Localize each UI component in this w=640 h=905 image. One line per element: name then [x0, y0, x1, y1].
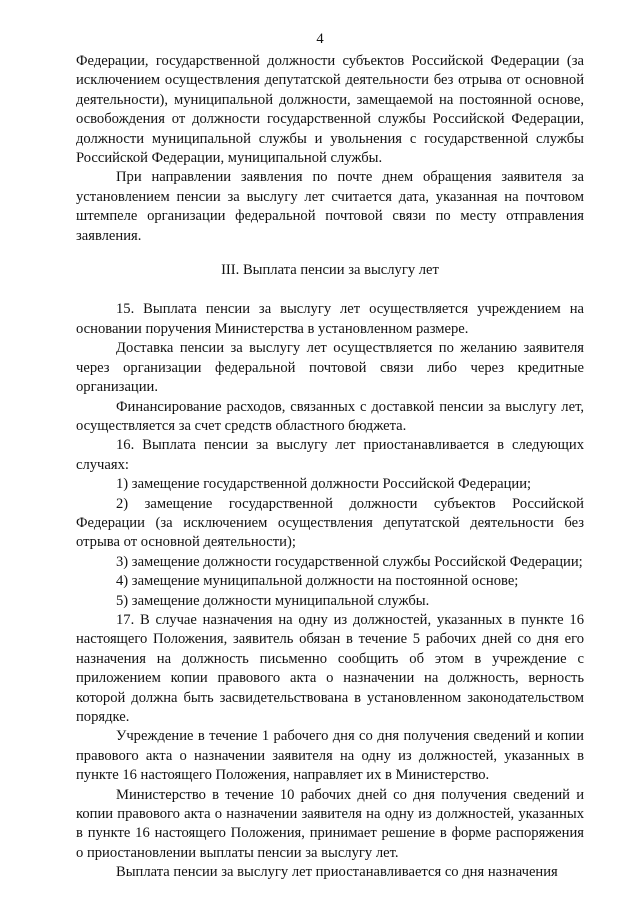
section-heading: III. Выплата пенсии за выслугу лет: [221, 262, 439, 279]
paragraph-item-17: 17. В случае назначения на одну из должностей, указанных в пункте 16 настоящего Положения, заявитель обязан в течение 5 рабочих дней со дня его назначения на должность письменно сообщить об этом в учреждение с приложением копии правового акта о назначении на должность, верность которой должна быть засвидетельствована в установленном законодательством порядке.: [76, 611, 584, 725]
paragraph-item-16: 16. Выплата пенсии за выслугу лет приостанавливается в следующих случаях:: [76, 437, 584, 473]
paragraph-continuation: Федерации, государственной должности субъектов Российской Федерации (за исключением осуществления депутатской деятельности без отрыва от основной деятельности), муниципальной должности, замещаемой на постоянной основе, освобождения от должности государственной службы Российской Федерации, должности муниципальной службы и увольнения с государственной службы Российской Федерации, муниципальной службы.: [76, 53, 584, 167]
paragraph-ministry: Министерство в течение 10 рабочих дней со дня получения сведений и копии правового акта о назначении заявителя на одну из должностей, указанных в пункте 16 настоящего Положения, принимает решение в форме распоряжения о приостановлении выплаты пенсии за выслугу лет.: [76, 786, 584, 861]
document-body: [76, 52, 584, 883]
list-item-5: 5) замещение должности муниципальной службы.: [116, 592, 430, 609]
paragraph-institution: Учреждение в течение 1 рабочего дня со дня получения сведений и копии правового акта о назначении заявителя на одну из должностей, указанных в пункте 16 настоящего Положения, направляет их в Министерство.: [76, 728, 584, 784]
list-item-3: 3) замещение должности государственной службы Российской Федерации;: [116, 553, 583, 570]
paragraph-suspension: Выплата пенсии за выслугу лет приостанавливается со дня назначения: [116, 864, 558, 881]
paragraph-financing: Финансирование расходов, связанных с доставкой пенсии за выслугу лет, осуществляется за счет средств областного бюджета.: [76, 398, 584, 434]
paragraph-mail-application: При направлении заявления по почте днем обращения заявителя за установлением пенсии за выслугу лет считается дата, указанная на почтовом штемпеле организации федеральной почтовой связи по месту отправления заявления.: [76, 169, 584, 244]
paragraph-delivery: Доставка пенсии за выслугу лет осуществляется по желанию заявителя через организации федеральной почтовой связи либо через кредитные организации.: [76, 340, 584, 396]
page-number: 4: [316, 31, 324, 47]
list-item-4: 4) замещение муниципальной должности на постоянной основе;: [116, 573, 519, 590]
paragraph-item-15: 15. Выплата пенсии за выслугу лет осуществляется учреждением на основании поручения Министерства в установленном размере.: [76, 301, 584, 337]
list-item-1: 1) замещение государственной должности Российской Федерации;: [116, 476, 532, 493]
list-item-2: 2) замещение государственной должности субъектов Российской Федерации (за исключением осуществления депутатской деятельности без отрыва от основной деятельности);: [76, 495, 584, 551]
